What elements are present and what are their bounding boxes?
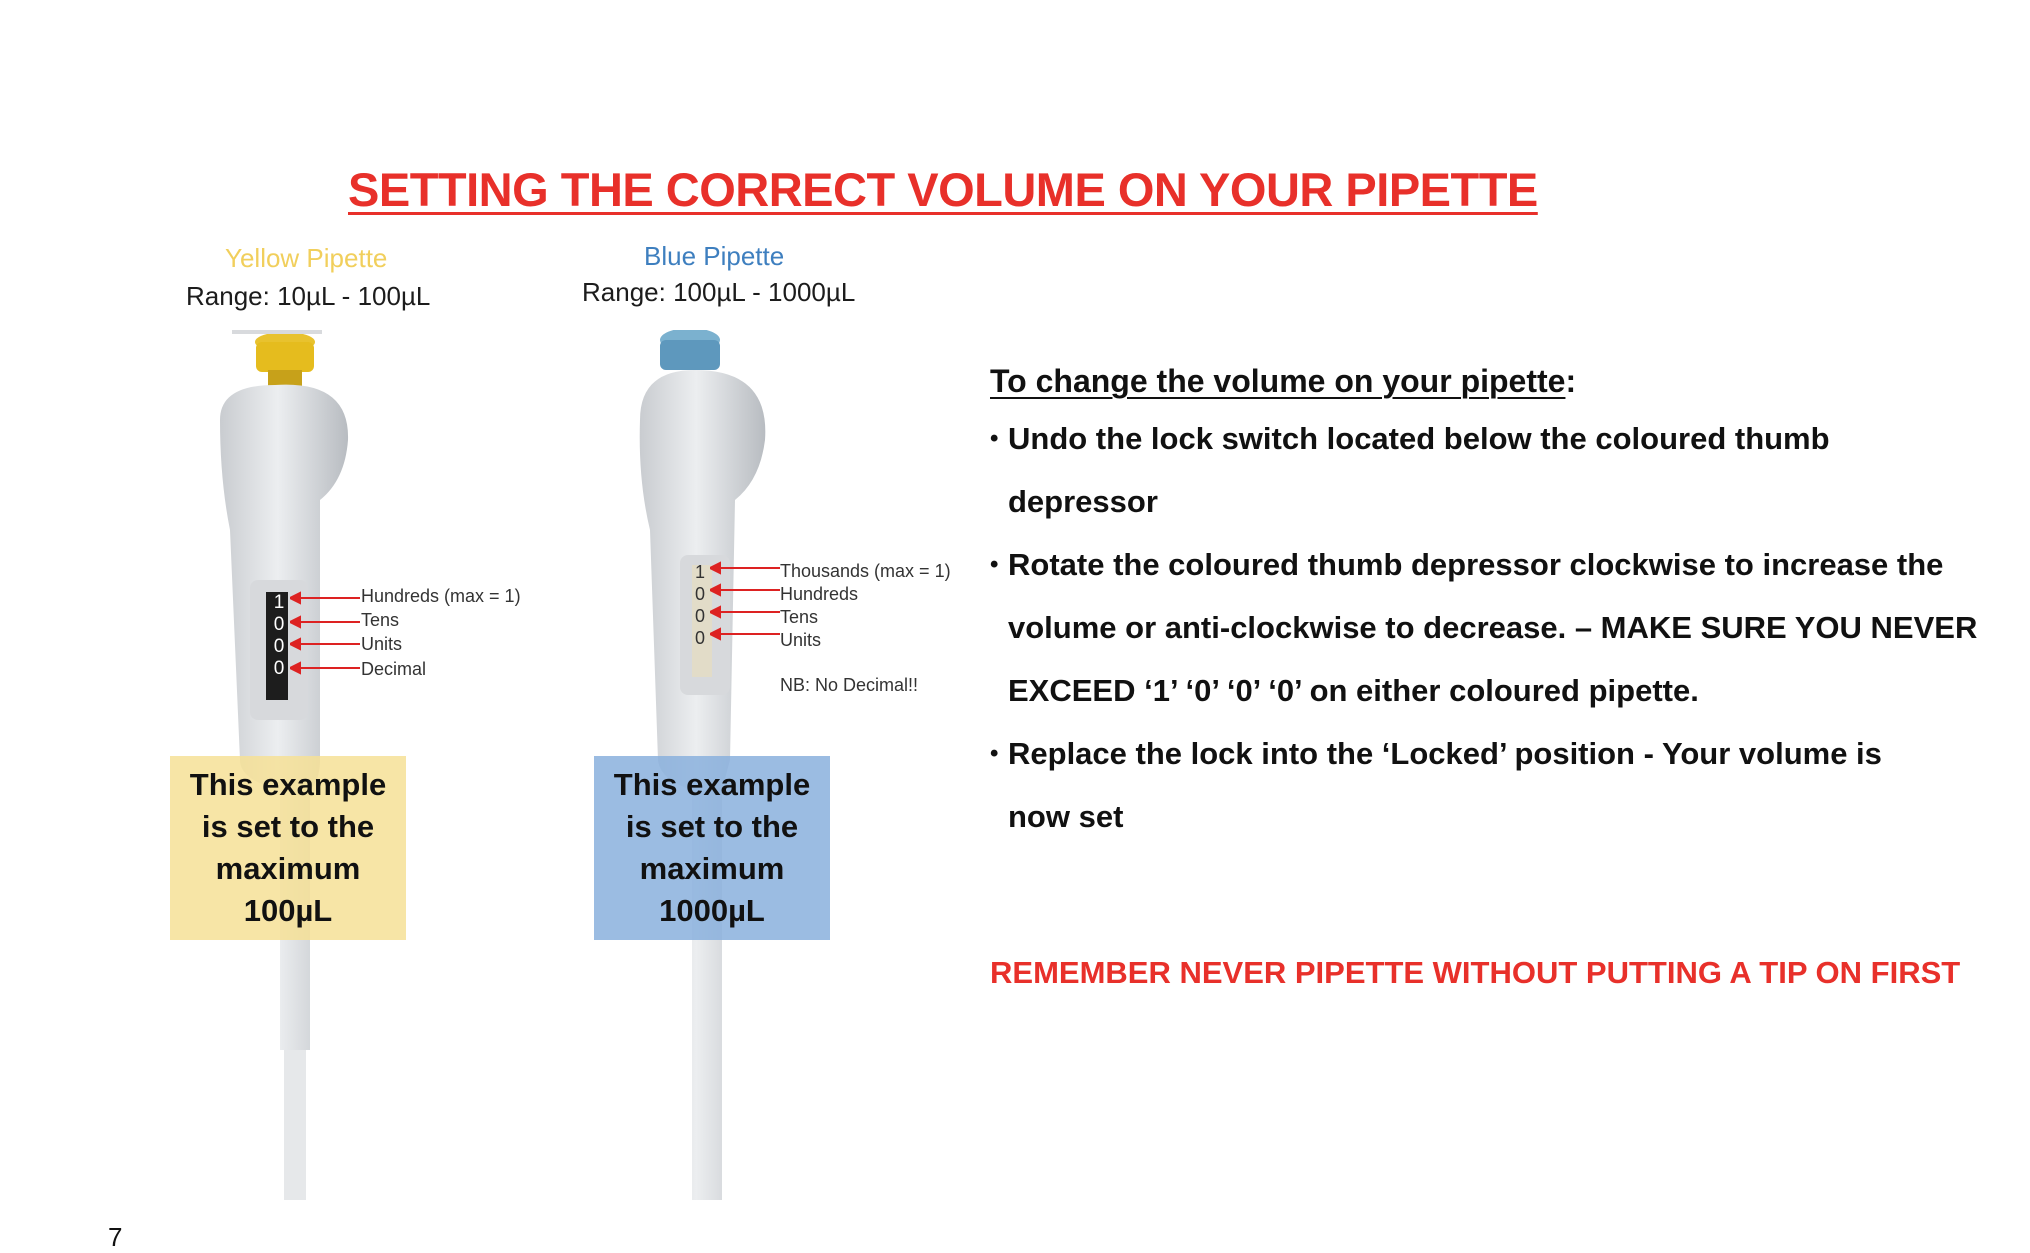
instructions-panel	[990, 355, 1990, 848]
yellow-digit: 0	[273, 636, 285, 657]
page-title: SETTING THE CORRECT VOLUME ON YOUR PIPETTE	[348, 163, 1538, 216]
bullet-dot-icon: •	[990, 740, 999, 767]
yellow-digit: 1	[273, 592, 285, 613]
blue-pipette-name: Blue Pipette	[644, 241, 785, 271]
blue-label-units: Units	[780, 630, 822, 650]
yellow-arrows	[290, 590, 370, 680]
yellow-pipette-range: Range: 10µL - 100µL	[186, 281, 431, 311]
instruction-bullet	[990, 407, 1990, 533]
yellow-pipette-name: Yellow Pipette	[225, 243, 388, 273]
instruction-bullet	[990, 533, 1990, 722]
instructions-heading-text: To change the volume on your pipette	[990, 363, 1566, 399]
yellow-label-hundreds: Hundreds (max = 1)	[361, 586, 521, 606]
yellow-label-tens: Tens	[361, 610, 400, 630]
instruction-text: Replace the lock into the ‘Locked’ position - Your volume is now set	[1008, 736, 1882, 834]
bullet-dot-icon: •	[990, 551, 999, 578]
instruction-text: Undo the lock switch located below the coloured thumb depressor	[1008, 421, 1830, 519]
bullet-dot-icon: •	[990, 425, 999, 452]
yellow-digit: 0	[273, 658, 285, 679]
blue-digit: 1	[694, 562, 705, 582]
blue-digit-column	[690, 562, 710, 650]
blue-label-tens: Tens	[780, 607, 819, 627]
yellow-label-units: Units	[361, 634, 403, 654]
blue-example-box: This example is set to the maximum 1000µL	[594, 756, 830, 940]
blue-label-hundreds: Hundreds	[780, 584, 859, 604]
blue-digit: 0	[694, 584, 705, 604]
yellow-digit-column	[268, 592, 290, 680]
blue-arrows	[710, 560, 790, 650]
remember-warning: REMEMBER NEVER PIPETTE WITHOUT PUTTING A TIP ON FIRST	[990, 955, 1961, 990]
yellow-label-decimal: Decimal	[361, 659, 427, 679]
page-number: 7	[108, 1222, 123, 1252]
blue-digit: 0	[694, 628, 705, 648]
instructions-heading-colon: :	[1565, 363, 1577, 399]
blue-digit: 0	[694, 606, 705, 626]
blue-no-decimal-note: NB: No Decimal!!	[780, 675, 919, 695]
yellow-example-box: This example is set to the maximum 100µL	[170, 756, 406, 940]
instruction-text: Rotate the coloured thumb depressor clockwise to increase the volume or anti-clockwise to decrease. – MAKE SURE YOU NEVER EXCEED ‘1’ ‘0’ ‘0’ ‘0’ on either coloured pipette.	[1008, 547, 1978, 708]
blue-label-thousands: Thousands (max = 1)	[780, 561, 951, 581]
yellow-digit: 0	[273, 614, 285, 635]
instructions-heading	[990, 355, 1990, 407]
instruction-bullet	[990, 722, 1990, 848]
blue-pipette-range: Range: 100µL - 1000µL	[582, 277, 856, 307]
